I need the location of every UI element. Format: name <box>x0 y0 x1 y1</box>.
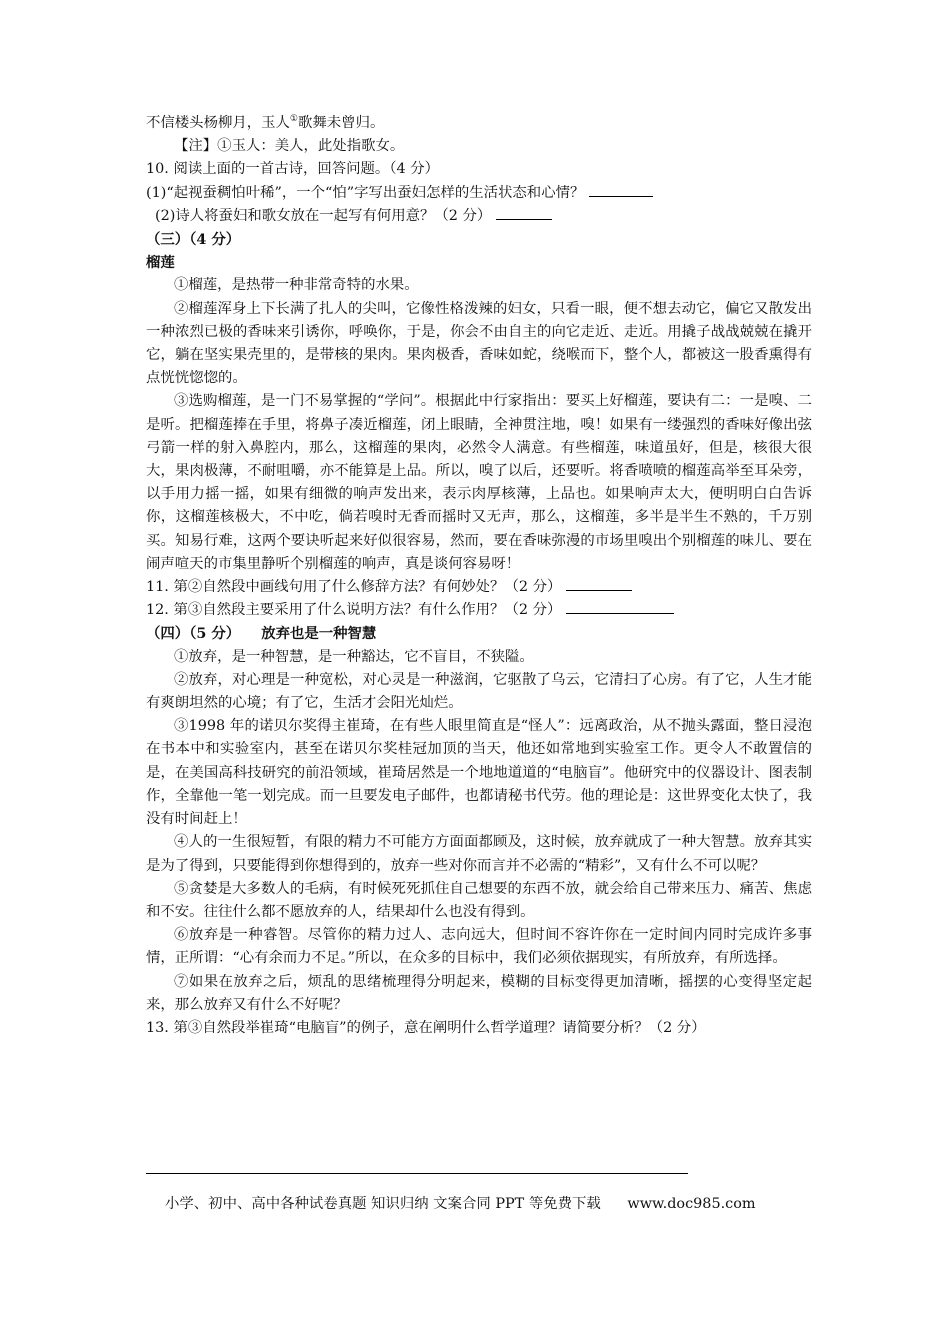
section-3-paragraph-3: ③选购榴莲，是一门不易掌握的“学问”。根据此中行家指出：要买上好榴莲，要诀有二：一是嗅、二是听。把榴莲捧在手里，将鼻子凑近榴莲，闭上眼睛，全神贯注地，嗅！如果有一缕强烈的香味好像出弦弓箭一样的射入鼻腔内，那么，这榴莲的果肉，必然令人满意。有些榴莲，味道虽好，但是，核很大很大，果肉极薄，不耐咀嚼，亦不能算是上品。所以，嗅了以后，还要听。将香喷喷的榴莲高举至耳朵旁，以手用力摇一摇，如果有细微的响声发出来，表示肉厚核薄，上品也。如果响声太大，便明明白白告诉你，这榴莲核极大，不中吃，倘若嗅时无香而摇时又无声，那么，这榴莲，多半是半生不熟的，千万别买。知易行难，这两个要诀听起来好似很容易，然而，要在香味弥漫的市场里嗅出个别榴莲的味儿、要在闹声喧天的市集里静听个别榴莲的响声，真是谈何容易呀！ <box>146 393 812 572</box>
section-4-paragraph-1: ①放弃，是一种智慧，是一种豁达，它不盲目，不狭隘。 <box>174 648 534 665</box>
page-footer <box>165 1192 756 1213</box>
exam-page <box>146 112 812 1040</box>
poem-last-line <box>146 112 812 135</box>
answer-blank[interactable] <box>496 205 552 220</box>
answer-blank[interactable] <box>566 599 674 614</box>
section-4-paragraph-3: ③1998 年的诺贝尔奖得主崔琦，在有些人眼里简直是“怪人”：远离政治，从不抛头露面，整日浸泡在书本中和实验室内，甚至在诺贝尔奖桂冠加顶的当天，他还如常地到实验室工作。更令人不敢置信的是，在美国高科技研究的前沿领域，崔琦居然是一个地地道道的“电脑盲”。他研究中的仪器设计、图表制作，全靠他一笔一划完成。而一旦要发电子邮件，也都请秘书代劳。他的理论是：这世界变化太快了，我没有时间赶上！ <box>146 718 812 828</box>
section-3-paragraph-2: ②榴莲浑身上下长满了扎人的尖叫，它像性格泼辣的妇女，只看一眼，便不想去动它，偏它又散发出一种浓烈已极的香味来引诱你，呼唤你，于是，你会不由自主的向它走近、走近。用撬子战战兢兢在撬开它，躺在坚实果壳里的，是带核的果肉。果肉极香，香味如蛇，绕喉而下，整个人，都被这一股香熏得有点恍恍惚惚的。 <box>146 300 812 387</box>
footer-text: 小学、初中、高中各种试卷真题 知识归纳 文案合同 PPT 等免费下载 <box>165 1196 601 1212</box>
question-10-sub2 <box>146 205 812 228</box>
question-12 <box>146 599 812 622</box>
question-12-text: 12. 第③自然段主要采用了什么说明方法？有什么作用？（2 分） <box>146 602 562 619</box>
section-4-paragraph-5: ⑤贪婪是大多数人的毛病，有时候死死抓住自己想要的东西不放，就会给自己带来压力、痛苦、焦虑和不安。往往什么都不愿放弃的人，结果却什么也没有得到。 <box>146 880 812 920</box>
section-3-title: 榴莲 <box>146 254 175 272</box>
section-3-heading: （三）（4 分） <box>146 231 241 249</box>
question-10-sub1 <box>146 182 812 205</box>
section-4-paragraph-7: ⑦如果在放弃之后，烦乱的思绪梳理得分明起来，模糊的目标变得更加清晰，摇摆的心变得坚定起来，那么放弃又有什么不好呢？ <box>146 973 812 1013</box>
section-4-paragraph-2: ②放弃，对心理是一种宽松，对心灵是一种滋润，它驱散了乌云，它清扫了心房。有了它，人生才能有爽朗坦然的心境；有了它，生活才会阳光灿烂。 <box>146 671 812 712</box>
question-10-title: 10. 阅读上面的一首古诗，回答问题。（4 分） <box>146 161 440 178</box>
section-4-paragraph-6: ⑥放弃是一种睿智。尽管你的精力过人、志向远大，但时间不容许你在一定时间内同时完成许多事情，正所谓：“心有余而力不足。”所以，在众多的目标中，我们必须依据现实，有所放弃，有所选择。 <box>146 927 812 967</box>
answer-blank[interactable] <box>589 182 653 197</box>
poem-line-text: 不信楼头杨柳月，玉人 <box>146 115 290 131</box>
question-11-text: 11. 第②自然段中画线句用了什么修辞方法？有何妙处？（2 分） <box>146 579 562 596</box>
answer-line[interactable] <box>146 1173 688 1174</box>
section-3-paragraph-1: ①榴莲，是热带一种非常奇特的水果。 <box>174 277 419 294</box>
poem-note: 【注】①玉人：美人，此处指歌女。 <box>174 138 405 155</box>
section-4-title: 放弃也是一种智慧 <box>261 625 377 643</box>
section-4-heading: （四）（5 分） <box>146 625 241 643</box>
question-13: 13. 第③自然段举崔琦“电脑盲”的例子，意在阐明什么哲学道理？请简要分析？（2 分） <box>146 1019 706 1036</box>
section-4-header <box>146 622 812 645</box>
poem-line-text-end: 歌舞未曾归。 <box>298 115 385 131</box>
footer-url[interactable]: www.doc985.com <box>627 1196 756 1212</box>
footnote-marker: ① <box>289 114 298 125</box>
question-11 <box>146 576 812 599</box>
question-10-sub2-text: (2)诗人将蚕妇和歌女放在一起写有何用意？（2 分） <box>155 207 492 224</box>
answer-blank[interactable] <box>566 576 632 591</box>
section-4-paragraph-4: ④人的一生很短暂，有限的精力不可能方方面面都顾及，这时候，放弃就成了一种大智慧。放弃其实是为了得到，只要能得到你想得到的，放弃一些对你而言并不必需的“精彩”，又有什么不可以呢？ <box>146 834 812 874</box>
question-10-sub1-text: (1)“起视蚕稠怕叶稀”，一个“怕”字写出蚕妇怎样的生活状态和心情？ <box>146 184 585 201</box>
